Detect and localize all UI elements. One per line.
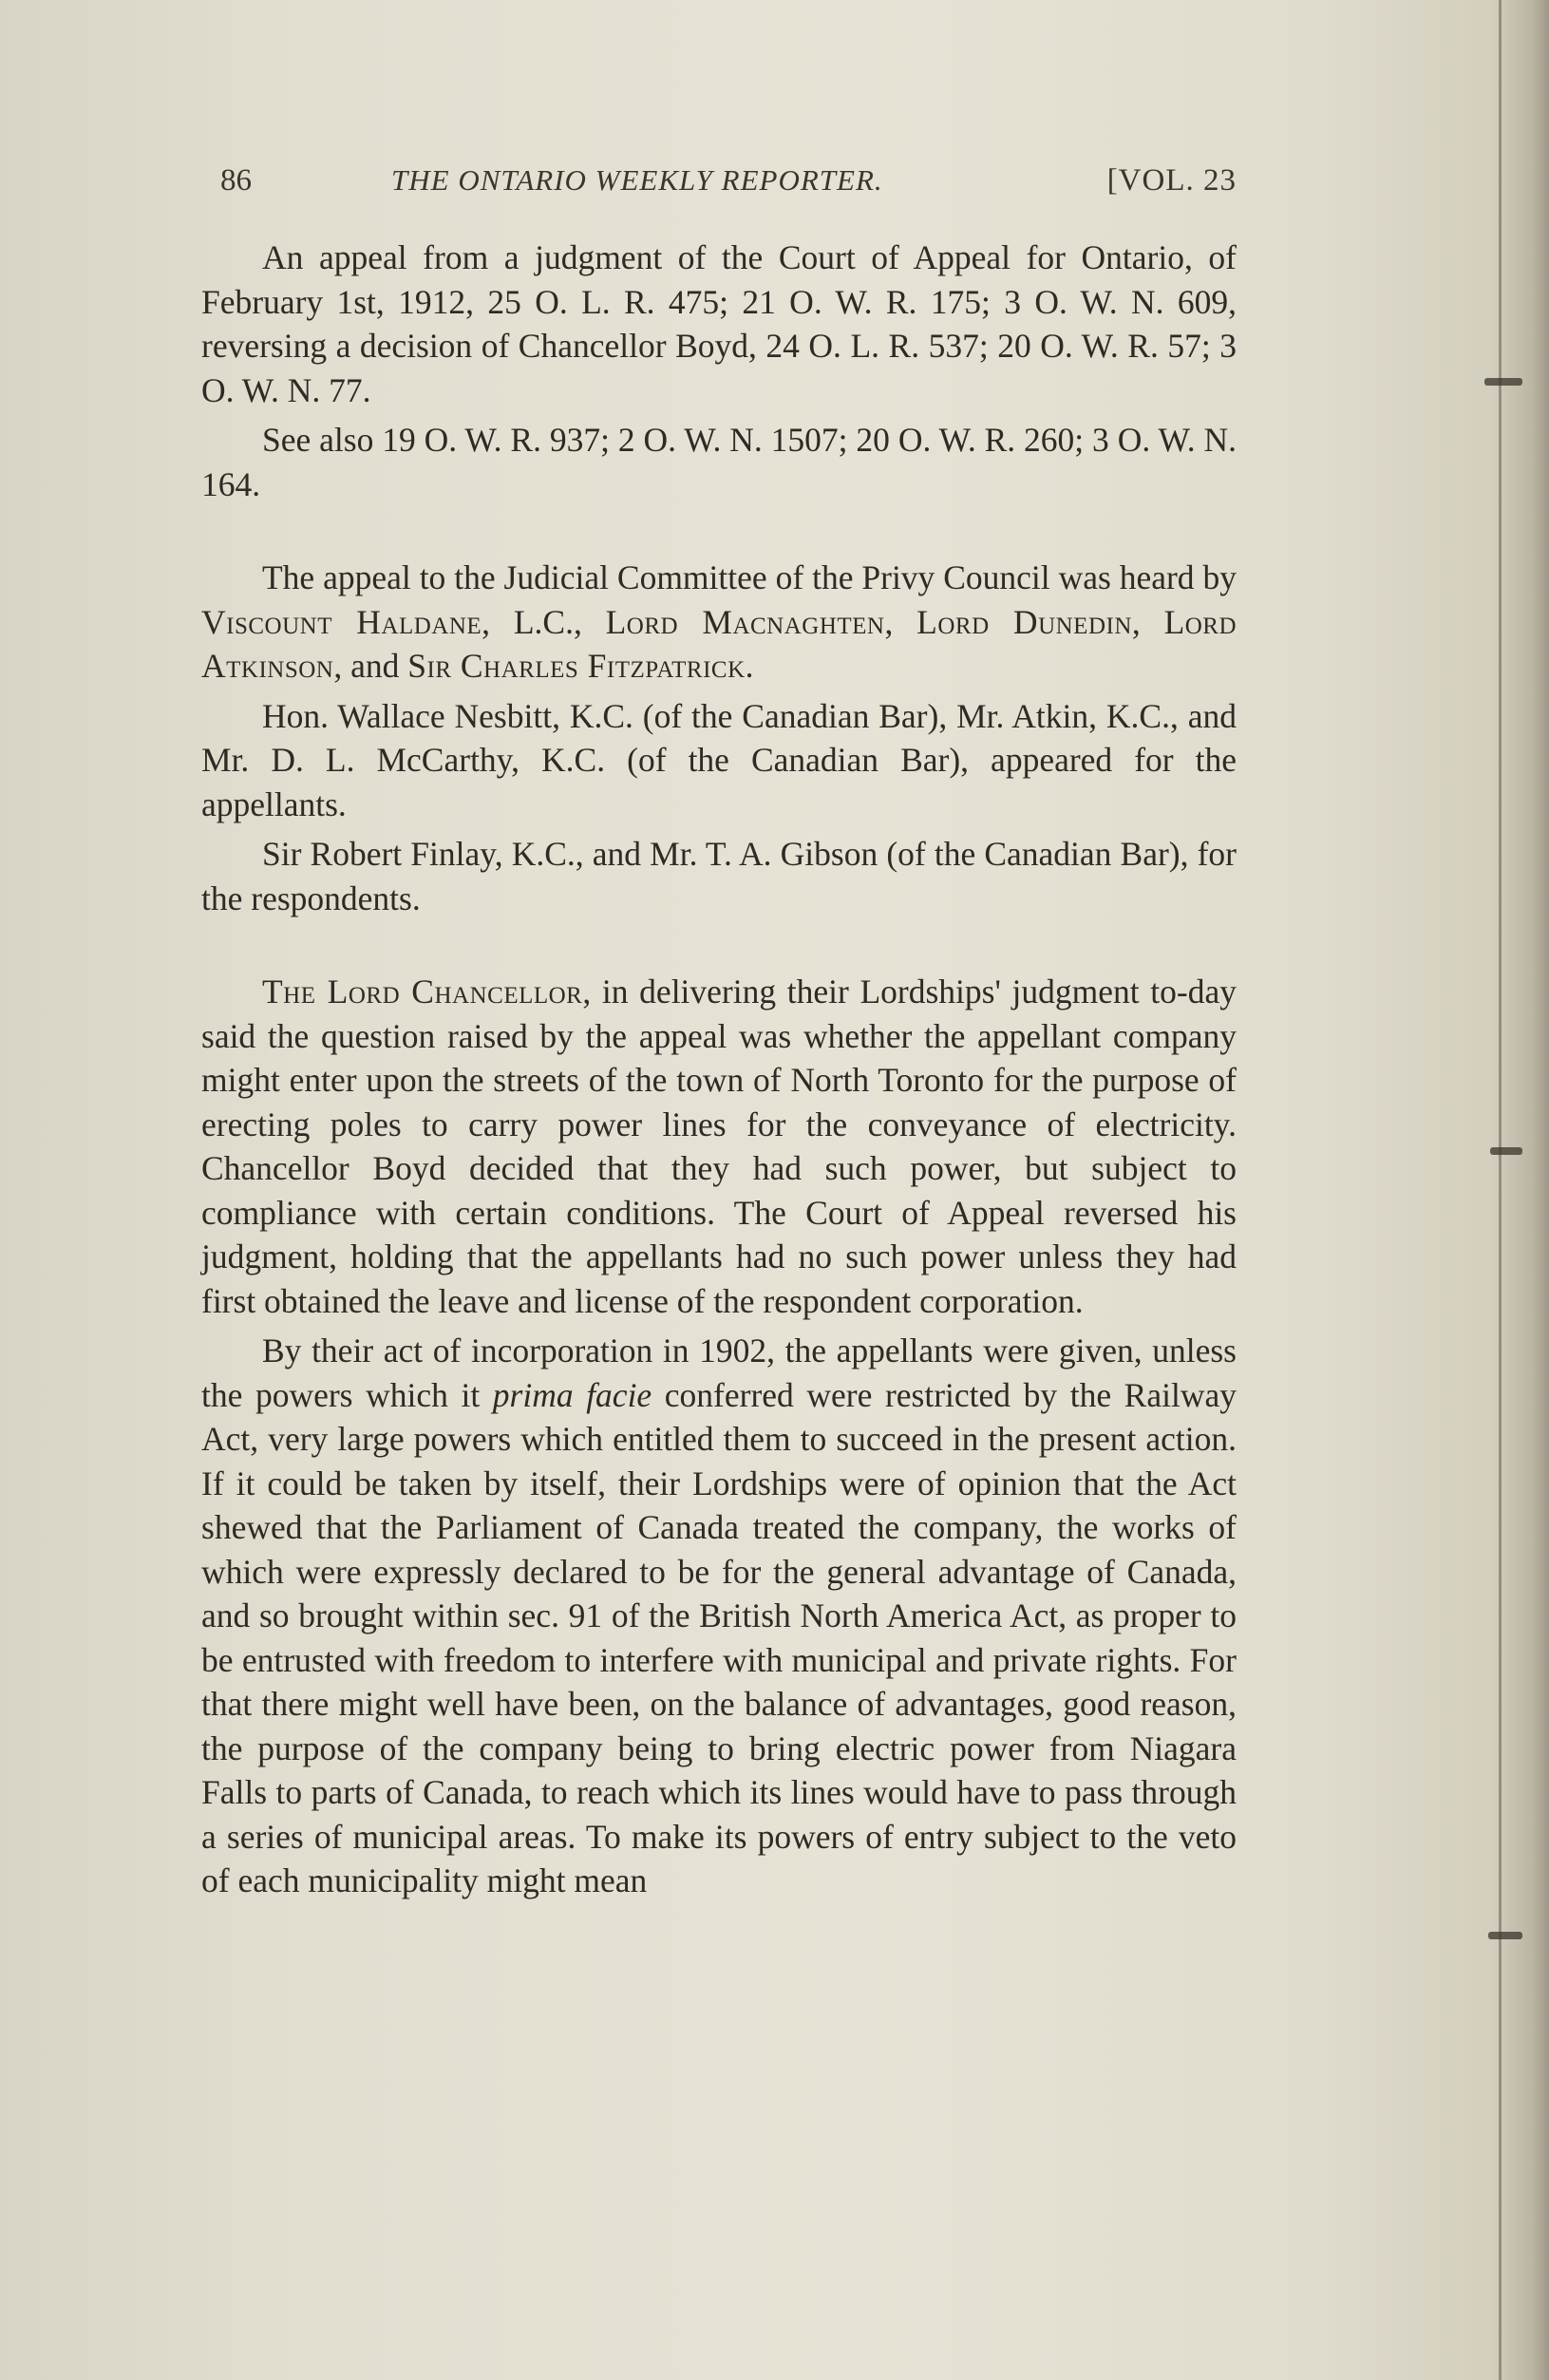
text-run: , xyxy=(1131,602,1164,641)
paragraph-lord-chancellor xyxy=(201,970,1237,1323)
margin-tab-mark xyxy=(1484,378,1522,386)
text-run: , in delivering their Lordships' judgment to-day said the question raised by the appeal was whether the appellant company might enter upon the streets of the town of North Toronto for the purpose of erecting poles to carry power lines for the conveyance of electricity. Chancellor Boyd decided that they had such power, but subject to compliance with certain conditions. The Court of Appeal reversed his judgment, holding that the appellants had no such power unless they had first obtained the leave and license of the respondent corporation. xyxy=(201,973,1237,1320)
binding-edge xyxy=(1499,0,1502,2380)
judge-name: Lord Macnaghten xyxy=(605,602,885,641)
text-run: By their act of incorporation in 1902, the appellants were given, unless the powers which it xyxy=(201,1332,1237,1414)
running-head-title: THE ONTARIO WEEKLY REPORTER. xyxy=(391,163,883,197)
judge-name: Lord Dunedin xyxy=(916,602,1132,641)
volume-label: [VOL. 23 xyxy=(1106,163,1237,198)
margin-tab-mark xyxy=(1488,1932,1522,1939)
paragraph-act-of-incorporation xyxy=(201,1329,1237,1903)
judge-name: Sir Charles Fitzpatrick xyxy=(407,647,746,685)
paragraph-appeal-from: An appeal from a judgment of the Court of Appeal for Ontario, of February 1st, 1912, 25 O. L. R. 475; 21 O. W. R. 175; 3 O. W. N. 609, reversing a decision of Chancellor Boyd, 24 O. L. R. 537; 20 O. W. R. 57; 3 O. W. N. 77. xyxy=(201,238,1237,409)
text-run: The appeal to the Judicial Committee of the Privy Council was heard by xyxy=(262,558,1237,596)
page-number: 86 xyxy=(220,163,252,198)
text-run: , and xyxy=(333,647,408,685)
paragraph-judicial-committee xyxy=(201,556,1237,689)
paragraph-appellants-counsel: Hon. Wallace Nesbitt, K.C. (of the Canadian Bar), Mr. Atkin, K.C., and Mr. D. L. McCarthy, K.C. (of the Canadian Bar), appeared for the appellants. xyxy=(201,696,1237,823)
paragraph-respondents-counsel: Sir Robert Finlay, K.C., and Mr. T. A. Gibson (of the Canadian Bar), for the respondents. xyxy=(201,835,1237,917)
paragraph-see-also: See also 19 O. W. R. 937; 2 O. W. N. 1507; 20 O. W. R. 260; 3 O. W. N. 164. xyxy=(201,421,1237,503)
speaker-name: The Lord Chancellor xyxy=(262,973,583,1011)
page-body xyxy=(201,236,1237,1909)
italic-phrase: prima facie xyxy=(492,1375,652,1414)
text-run: , xyxy=(884,602,917,641)
judge-name: Viscount Haldane xyxy=(201,602,482,641)
judge-name: Lord Atkinson xyxy=(201,602,1237,685)
running-header xyxy=(220,163,1237,211)
text-run: . xyxy=(745,647,754,685)
text-run: conferred were restricted by the Railway Act, very large powers which entitled them to succeed in the present action. If it could be taken by itself, their Lordships were of opinion that the Act shewed that the Parliament of Canada treated the company, the works of which were expressly declared to be for the general advantage of Canada, and so brought within sec. 91 of the British North America Act, as proper to be entrusted with freedom to interfere with municipal and private rights. For that there might well have been, on the balance of advantages, good reason, the purpose of the company being to bring electric power from Niagara Falls to parts of Canada, to reach which its lines would have to pass through a series of municipal areas. To make its powers of entry subject to the veto of each municipality might mean xyxy=(201,1375,1237,1899)
text-run: , L.C., xyxy=(482,602,606,641)
margin-tab-mark xyxy=(1490,1147,1522,1155)
